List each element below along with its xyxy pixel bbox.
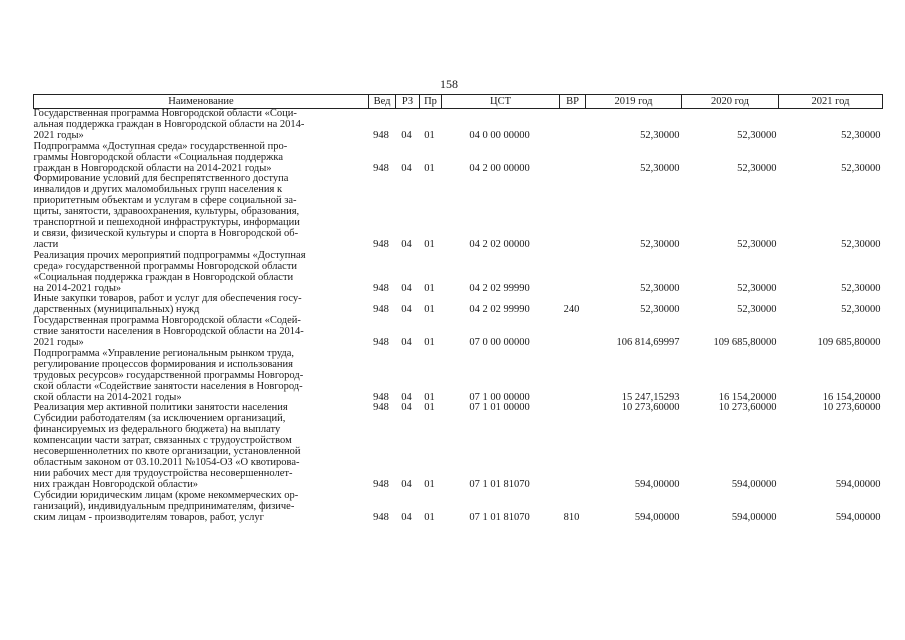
table-row: [34, 251, 883, 295]
row-name: Субсидии работодателям (за исключением организаций, финансируемых из федерального бюджета) на выплату компенсации части затрат, связанных с трудоустройством несовершеннолетних по квоте организации, установленной областным законом от 03.10.2011 №1054-ОЗ «О квотирова- нии рабочих мест для трудоустройства несовершеннолет- них граждан Новгородской области»: [33, 413, 301, 490]
row-amount-2019: 594,00000: [634, 478, 680, 490]
row-vr: [560, 251, 586, 295]
row-ved: 948: [373, 478, 389, 490]
row-vr: [560, 174, 586, 250]
header-2019: 2019 год: [586, 95, 682, 109]
row-name: Формирование условий для беспрепятственного доступа инвалидов и других маломобильных групп населения к приоритетным объектам и услугам в сфере социальной за- щиты, занятости, здравоохранения, культуры, образования, транспортной и пешеходной инфраструктуры, информации и связи, физической культуры и спорта в Новгородской об- ласти: [33, 173, 300, 250]
row-rz: 04: [401, 282, 412, 294]
row-name: Иные закупки товаров, работ и услуг для обеспечения госу- дарственных (муниципальных) нужд: [33, 293, 302, 316]
row-ved: 948: [373, 129, 389, 141]
row-amount-2020: 52,30000: [737, 282, 777, 294]
row-ved: 948: [373, 402, 389, 414]
row-amount-2019: 15 247,15293: [621, 391, 680, 403]
row-rz: 04: [401, 304, 412, 316]
row-name: Государственная программа Новгородской области «Содей- ствие занятости населения в Новгородской области на 2014- 2021 годы»: [33, 315, 304, 349]
row-amount-2021: 52,30000: [841, 162, 881, 174]
row-vr: [560, 142, 586, 175]
row-amount-2021: 10 273,60000: [822, 402, 881, 414]
table-row: [34, 349, 883, 404]
row-cst: 07 0 00 00000: [469, 337, 530, 349]
row-cst: 07 1 01 00000: [469, 402, 530, 414]
row-amount-2019: 52,30000: [640, 162, 680, 174]
table-row: [34, 491, 883, 524]
row-amount-2020: 52,30000: [737, 129, 777, 141]
row-ved: 948: [373, 304, 389, 316]
row-amount-2021: 594,00000: [835, 478, 881, 490]
row-vr: [560, 349, 586, 404]
row-cst: 07 1 01 81070: [469, 478, 530, 490]
row-rz: 04: [401, 402, 412, 414]
row-amount-2019: 106 814,69997: [616, 337, 680, 349]
table-body: [34, 109, 883, 524]
row-vr: 240: [563, 304, 580, 316]
row-ved: 948: [373, 162, 389, 174]
table-header-row: [34, 95, 883, 109]
row-rz: 04: [401, 391, 412, 403]
row-name: Государственная программа Новгородской области «Соци- альная поддержка граждан в Новгородской области на 2014- 2021 годы»: [33, 108, 305, 141]
row-ved: 948: [373, 511, 389, 523]
row-amount-2020: 10 273,60000: [718, 402, 777, 414]
table-row: [34, 414, 883, 490]
row-rz: 04: [401, 511, 412, 523]
row-amount-2021: 52,30000: [841, 129, 881, 141]
row-name: Реализация прочих мероприятий подпрограммы «Доступная среда» государственной программы Новгородской области «Социальная поддержка граждан в Новгородской области на 2014-2021 годы»: [33, 249, 306, 294]
row-cst: 04 2 02 99990: [469, 304, 530, 316]
header-2021: 2021 год: [779, 95, 883, 109]
row-pr: 01: [424, 238, 435, 250]
row-cst: 07 1 01 81070: [469, 511, 530, 523]
row-name: Подпрограмма «Управление региональным рынком труда, регулирование процессов формирования и использования трудовых ресурсов» государственной программы Новгород- ской области «Содействие занятости населения в Новгород- ской области на 2014-2021 годы»: [33, 347, 304, 403]
row-amount-2021: 16 154,20000: [822, 391, 881, 403]
row-rz: 04: [401, 337, 412, 349]
row-pr: 01: [424, 391, 435, 403]
row-amount-2020: 52,30000: [737, 304, 777, 316]
row-name: Подпрограмма «Доступная среда» государственной про- граммы Новгородской области «Социальная поддержка граждан в Новгородской области на 2014-2021 годы»: [33, 140, 288, 174]
row-pr: 01: [424, 337, 435, 349]
row-amount-2019: 52,30000: [640, 129, 680, 141]
header-name: Наименование: [34, 95, 369, 109]
row-pr: 01: [424, 282, 435, 294]
row-pr: 01: [424, 478, 435, 490]
row-pr: 01: [424, 162, 435, 174]
row-name: Субсидии юридическим лицам (кроме некоммерческих ор- ганизаций), индивидуальным предпринимателям, физиче- ским лицам - производителям товаров, работ, услуг: [33, 489, 299, 523]
header-cst: ЦСТ: [442, 95, 560, 109]
table-row: [34, 142, 883, 175]
row-amount-2021: 52,30000: [841, 282, 881, 294]
row-amount-2019: 52,30000: [640, 304, 680, 316]
row-ved: 948: [373, 282, 389, 294]
row-amount-2019: 10 273,60000: [621, 402, 680, 414]
row-amount-2020: 16 154,20000: [718, 391, 777, 403]
header-2020: 2020 год: [682, 95, 779, 109]
row-amount-2019: 52,30000: [640, 238, 680, 250]
table-row: [34, 109, 883, 142]
row-amount-2019: 52,30000: [640, 282, 680, 294]
table-row: [34, 174, 883, 250]
table-row: [34, 316, 883, 349]
page-number: 158: [440, 77, 458, 91]
row-amount-2020: 109 685,80000: [713, 337, 777, 349]
header-rz: РЗ: [396, 95, 420, 109]
header-ved: Вед: [369, 95, 396, 109]
row-pr: 01: [424, 511, 435, 523]
row-vr: [560, 316, 586, 349]
row-cst: 04 2 00 00000: [469, 162, 530, 174]
row-cst: 04 2 02 99990: [469, 282, 530, 294]
budget-table: [33, 94, 883, 523]
row-amount-2021: 52,30000: [841, 238, 881, 250]
row-cst: 04 2 02 00000: [469, 238, 530, 250]
row-amount-2020: 594,00000: [731, 511, 777, 523]
row-name: Реализация мер активной политики занятости населения: [33, 402, 288, 414]
row-amount-2021: 109 685,80000: [817, 337, 881, 349]
row-pr: 01: [424, 129, 435, 141]
row-ved: 948: [373, 238, 389, 250]
row-pr: 01: [424, 402, 435, 414]
row-amount-2020: 594,00000: [731, 478, 777, 490]
row-amount-2020: 52,30000: [737, 162, 777, 174]
table-row: [34, 294, 883, 316]
row-rz: 04: [401, 162, 412, 174]
row-amount-2021: 52,30000: [841, 304, 881, 316]
row-rz: 04: [401, 238, 412, 250]
header-pr: Пр: [420, 95, 442, 109]
row-vr: 810: [563, 511, 580, 523]
row-rz: 04: [401, 478, 412, 490]
row-cst: 04 0 00 00000: [469, 129, 530, 141]
header-vr: ВР: [560, 95, 586, 109]
row-amount-2021: 594,00000: [835, 511, 881, 523]
row-amount-2020: 52,30000: [737, 238, 777, 250]
row-cst: 07 1 00 00000: [469, 391, 530, 403]
row-amount-2019: 594,00000: [634, 511, 680, 523]
row-ved: 948: [373, 337, 389, 349]
row-rz: 04: [401, 129, 412, 141]
row-vr: [560, 109, 586, 142]
row-ved: 948: [373, 391, 389, 403]
row-vr: [560, 414, 586, 490]
row-vr: [560, 403, 586, 414]
row-pr: 01: [424, 304, 435, 316]
